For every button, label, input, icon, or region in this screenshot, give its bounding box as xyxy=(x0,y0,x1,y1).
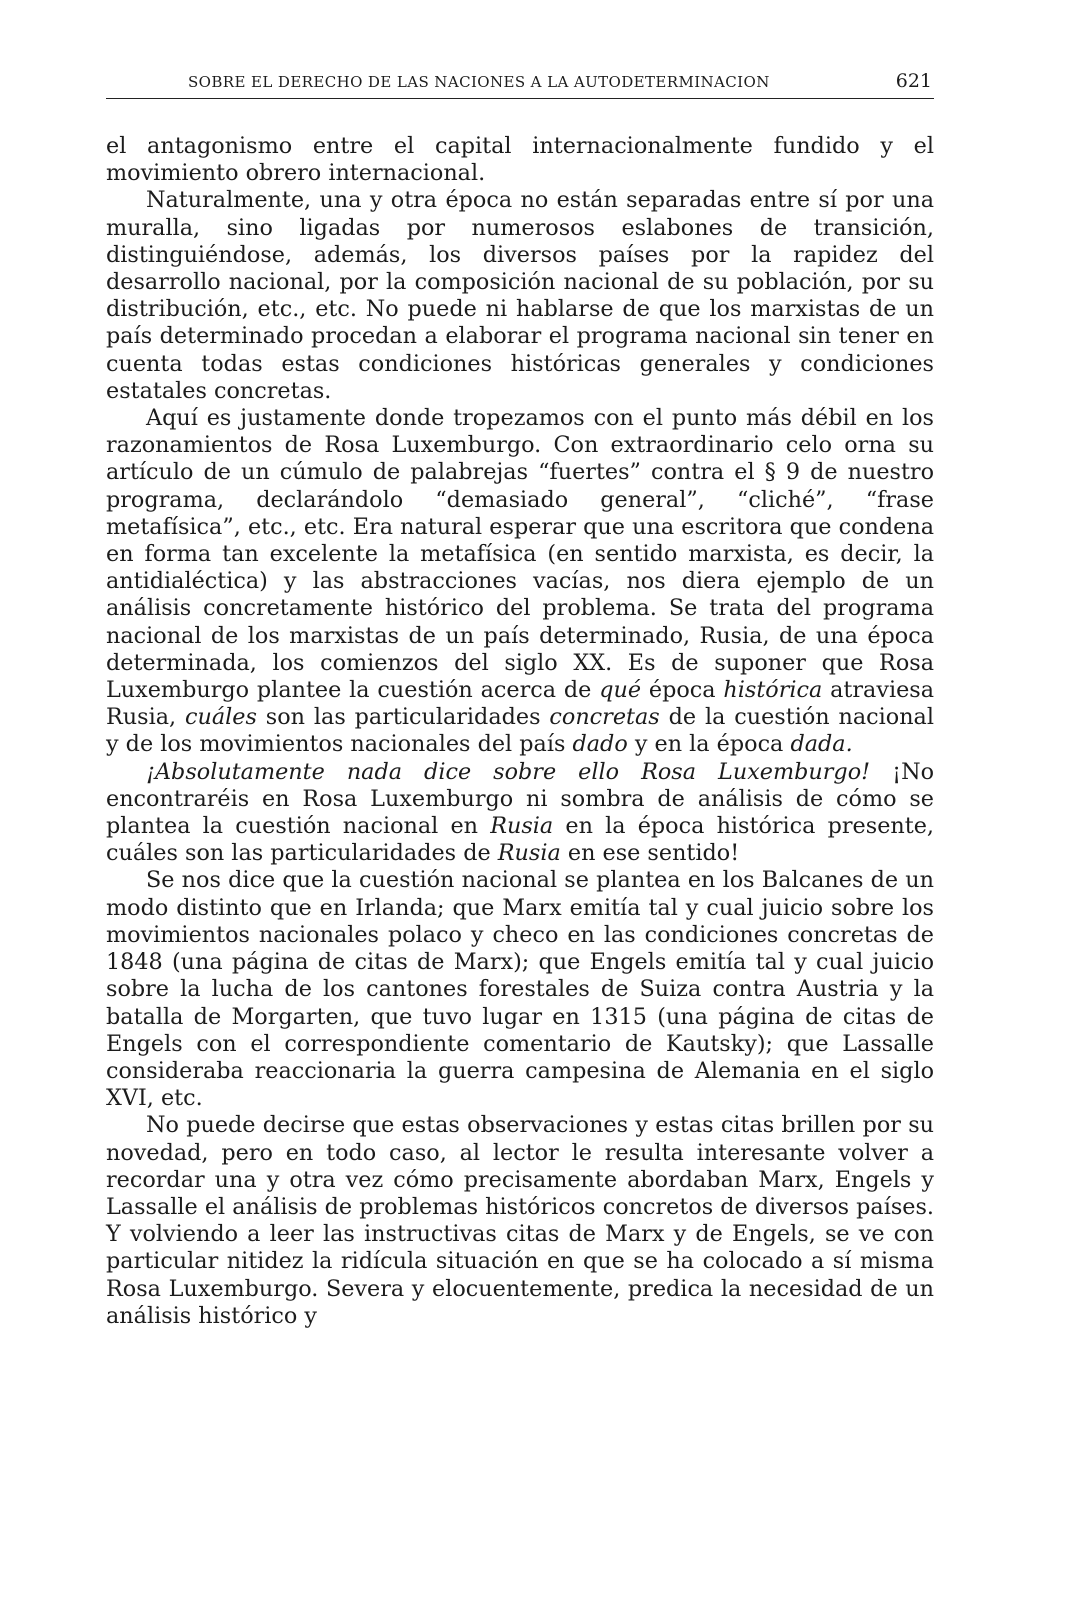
text-run: en ese sentido! xyxy=(560,840,740,867)
text-run: son las particularidades xyxy=(256,704,550,731)
italic-text: concretas xyxy=(549,704,660,731)
text-run: No puede decirse que estas observaciones y estas citas brillen por su novedad, pero en todo caso, al lector le resulta interesante volver a recordar una y otra vez cómo precisamente abordaban Marx, Engels y Lassalle el análisis de problemas históricos concretos de diversos países. Y volviendo a leer las instructivas citas de Marx y de Engels, se ve con particular nitidez la ridícula situación en que se ha colocado a sí misma Rosa Luxemburgo. Severa y elocuentemente, predica la necesidad de un análisis histórico y xyxy=(106,1112,934,1329)
text-run: Se nos dice que la cuestión nacional se plantea en los Balcanes de un modo distinto que en Irlanda; que Marx emitía tal y cual juicio sobre los movimientos nacionales polaco y checo en las condiciones concretas de 1848 (una página de citas de Marx); que Engels emitía tal y cual juicio sobre la lucha de los cantones forestales de Suiza contra Austria y la batalla de Morgarten, que tuvo lugar en 1315 (una página de citas de Engels con el correspondiente comentario de Kautsky); que Lassalle consideraba reaccionaria la guerra campesina de Alemania en el siglo XVI, etc. xyxy=(106,867,934,1112)
running-header xyxy=(106,70,934,99)
text-run: época xyxy=(641,677,724,704)
text-run: y en la época xyxy=(627,731,791,758)
text-run: atraviesa Rusia, xyxy=(106,677,935,731)
italic-text: dado xyxy=(572,731,628,758)
paragraph xyxy=(106,133,934,187)
italic-text: dada. xyxy=(790,731,853,758)
paragraph xyxy=(106,1112,934,1330)
italic-text: Rusia xyxy=(490,813,554,840)
text-run: en la época histórica presente, cuáles son las particularidades de xyxy=(106,813,934,867)
page-number: 621 xyxy=(895,70,932,92)
italic-text: histórica xyxy=(723,677,823,704)
paragraph xyxy=(106,187,934,405)
running-title: SOBRE EL DERECHO DE LAS NACIONES A LA AUTODETERMINACION xyxy=(188,73,770,91)
body-text xyxy=(106,133,934,1330)
text-run: el antagonismo entre el capital internacionalmente fundido y el movimiento obrero internacional. xyxy=(106,133,934,187)
italic-text: cuáles xyxy=(185,704,257,731)
paragraph xyxy=(106,867,934,1112)
text-run: Naturalmente, una y otra época no están separadas entre sí por una muralla, sino ligadas por numerosos eslabones de transición, distinguiéndose, además, los diversos países por la rapidez del desarrollo nacional, por la composición nacional de su población, por su distribución, etc., etc. No puede ni hablarse de que los marxistas de un país determinado procedan a elaborar el programa nacional sin tener en cuenta todas estas condiciones históricas generales y condiciones estatales concretas. xyxy=(106,187,934,404)
italic-text: qué xyxy=(599,677,642,704)
text-run: ¡No encontraréis en Rosa Luxemburgo ni sombra de análisis de cómo se plantea la cuestión nacional en xyxy=(106,758,935,840)
italic-text: Rusia xyxy=(497,840,561,867)
paragraph xyxy=(106,759,934,868)
book-page xyxy=(106,70,934,1330)
text-run: Aquí es justamente donde tropezamos con el punto más débil en los razonamientos de Rosa Luxemburgo. Con extraordinario celo orna su artículo de un cúmulo de palabrejas “fuertes” contra el § 9 de nuestro programa, declarándolo “demasiado general”, “cliché”, “frase metafísica”, etc., etc. Era natural esperar que una escritora que condena en forma tan excelente la metafísica (en sentido marxista, es decir, la antidialéctica) y las abstracciones vacías, nos diera ejemplo de un análisis concretamente histórico del problema. Se trata del programa nacional de los marxistas de un país determinado, Rusia, de una época determinada, los comienzos del siglo XX. Es de suponer que Rosa Luxemburgo plantee la cuestión acerca de xyxy=(106,405,934,704)
text-run: de la cuestión nacional y de los movimientos nacionales del país xyxy=(106,704,934,758)
italic-text: ¡Absolutamente nada dice sobre ello Rosa Luxemburgo! xyxy=(146,758,871,785)
paragraph xyxy=(106,405,934,759)
